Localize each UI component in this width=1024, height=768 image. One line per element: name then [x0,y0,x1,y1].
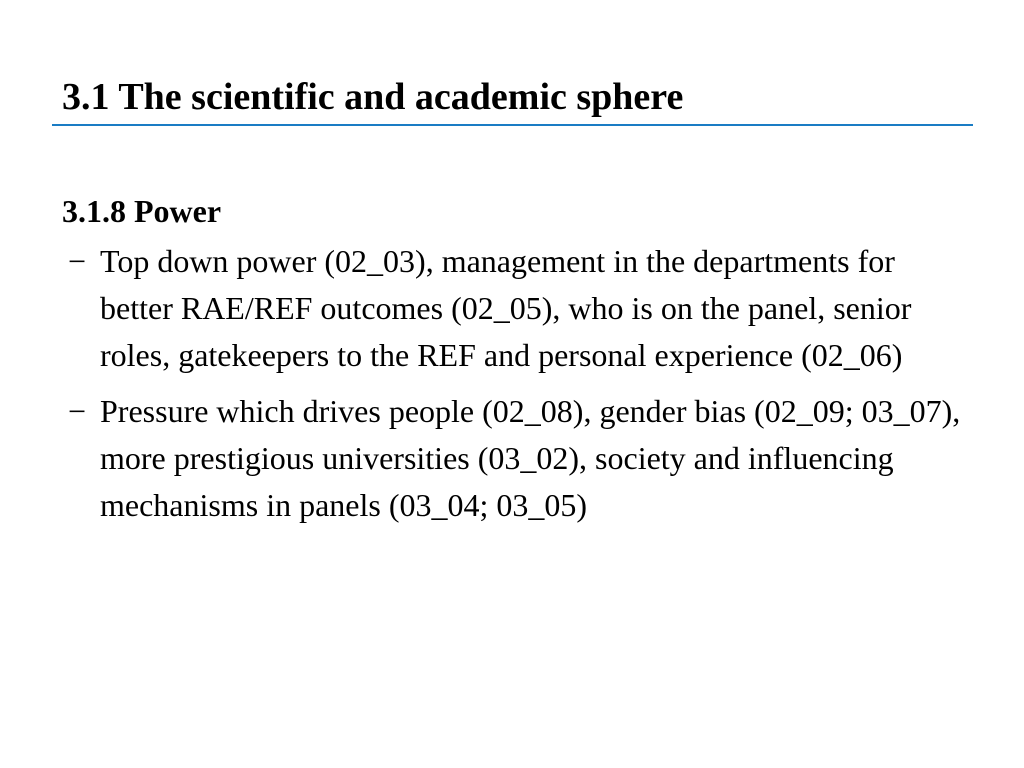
bullet-text: Top down power (02_03), management in the departments for better RAE/REF outcomes (02_05), who is on the panel, senior roles, gatekeepers to the REF and personal experience (02_06) [100,243,912,373]
section-heading: 3.1.8 Power [62,193,222,229]
slide-body [62,188,962,538]
bullet-item [62,238,962,379]
slide-title: 3.1 The scientific and academic sphere [62,76,684,118]
bullet-item [62,388,962,529]
dash-bullet-icon: − [68,393,87,429]
dash-bullet-icon: − [68,243,87,279]
bullet-list [62,238,962,529]
title-underline [52,124,973,126]
bullet-text: Pressure which drives people (02_08), gender bias (02_09; 03_07), more prestigious universities (03_02), society and influencing mechanisms in panels (03_04; 03_05) [100,393,961,523]
